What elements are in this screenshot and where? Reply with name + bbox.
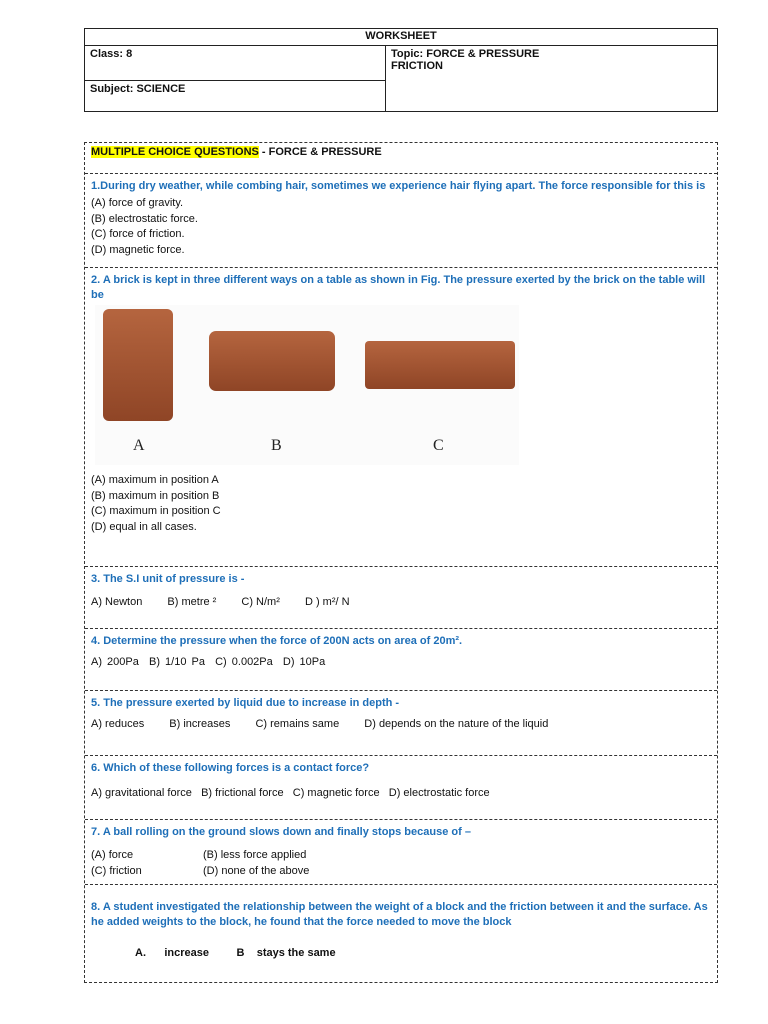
question-3-option: A) Newton xyxy=(91,596,143,608)
question-2-text: 2. A brick is kept in three different ways on a table as shown in Fig. The pressure exerted by the brick on the table will be xyxy=(91,274,706,301)
question-7-options-row-1 xyxy=(91,848,711,864)
question-3-text: 3. The S.I unit of pressure is - xyxy=(91,573,245,585)
question-2-option: (C) maximum in position C xyxy=(91,505,221,517)
question-7-option: (B) less force applied xyxy=(203,849,307,861)
question-4 xyxy=(85,629,717,691)
question-8-options xyxy=(91,946,711,962)
question-6-option: B) frictional force xyxy=(201,787,284,799)
topic-cell xyxy=(386,46,718,112)
topic-label: Topic: FORCE & PRESSURE xyxy=(391,48,540,60)
question-1 xyxy=(85,174,717,268)
brick-label-b: B xyxy=(271,437,282,454)
question-4-text: 4. Determine the pressure when the force of 200N acts on area of 20m². xyxy=(91,635,463,647)
brick-label-a: A xyxy=(133,437,145,454)
question-8-option-letter: A. xyxy=(135,947,146,959)
question-1-option: (A) force of gravity. xyxy=(91,197,184,209)
question-5-option: D) depends on the nature of the liquid xyxy=(364,718,549,730)
question-8-option-letter: B xyxy=(236,947,245,959)
question-4-options xyxy=(91,655,711,671)
question-1-text: 1.During dry weather, while combing hair, sometimes we experience hair flying apart. The force responsible for this is xyxy=(91,180,706,192)
worksheet-title: WORKSHEET xyxy=(85,29,718,46)
question-5-option: B) increases xyxy=(169,718,231,730)
brick-figure xyxy=(95,305,519,465)
question-2-option: (B) maximum in position B xyxy=(91,489,220,502)
question-1-option: (B) electrostatic force. xyxy=(91,212,198,225)
question-5-option: A) reduces xyxy=(91,718,145,730)
question-7-options-row-2 xyxy=(91,864,711,880)
question-6 xyxy=(85,756,717,820)
question-3-option: D ) m²/ N xyxy=(304,596,350,608)
question-7-option: (D) none of the above xyxy=(203,864,310,877)
question-6-option: D) electrostatic force xyxy=(388,787,490,799)
section-heading-row xyxy=(85,143,717,174)
section-heading-rest: - FORCE & PRESSURE xyxy=(258,146,382,158)
question-3-option: B) metre ² xyxy=(167,596,217,608)
class-label: Class: 8 xyxy=(85,46,386,81)
question-2-option: (D) equal in all cases. xyxy=(91,520,197,533)
question-1-option: (D) magnetic force. xyxy=(91,243,185,256)
question-5-text: 5. The pressure exerted by liquid due to increase in depth - xyxy=(91,697,400,709)
question-6-option: C) magnetic force xyxy=(292,787,380,799)
question-2 xyxy=(85,268,717,567)
question-7-text: 7. A ball rolling on the ground slows down and finally stops because of – xyxy=(91,826,471,838)
brick-a-image xyxy=(103,309,173,421)
question-5-options xyxy=(91,717,711,733)
question-4-option: A) 200Pa xyxy=(91,656,139,668)
question-2-option: (A) maximum in position A xyxy=(91,474,219,486)
question-7-option: (A) force xyxy=(91,849,134,861)
question-8 xyxy=(85,885,717,982)
question-5 xyxy=(85,691,717,756)
question-1-option: (C) force of friction. xyxy=(91,228,185,240)
question-4-option: D) 10Pa xyxy=(282,656,326,668)
question-4-option: B) 1/10 Pa xyxy=(149,656,205,668)
question-8-text: 8. A student investigated the relationship between the weight of a block and the friction between it and the surface. As he added weights to the block, he found that the force needed to move the block xyxy=(91,901,708,928)
worksheet-header xyxy=(84,28,718,112)
questions-box xyxy=(84,142,718,983)
question-3 xyxy=(85,567,717,629)
question-4-option: C) 0.002Pa xyxy=(215,656,273,668)
section-heading-highlight: MULTIPLE CHOICE QUESTIONS xyxy=(91,146,259,158)
question-7 xyxy=(85,820,717,885)
question-3-options xyxy=(91,595,711,611)
brick-label-c: C xyxy=(433,437,444,454)
question-7-option: (C) friction xyxy=(91,864,142,877)
question-8-option: stays the same xyxy=(256,947,336,959)
question-6-options xyxy=(91,786,711,802)
brick-c-image xyxy=(365,341,515,389)
topic-sub: FRICTION xyxy=(391,60,443,72)
question-6-option: A) gravitational force xyxy=(91,787,192,799)
question-5-option: C) remains same xyxy=(255,718,340,730)
subject-label: Subject: SCIENCE xyxy=(85,81,386,112)
question-6-text: 6. Which of these following forces is a contact force? xyxy=(91,762,370,774)
brick-b-image xyxy=(209,331,335,391)
question-8-option: increase xyxy=(164,947,209,959)
question-3-option: C) N/m² xyxy=(241,596,280,608)
